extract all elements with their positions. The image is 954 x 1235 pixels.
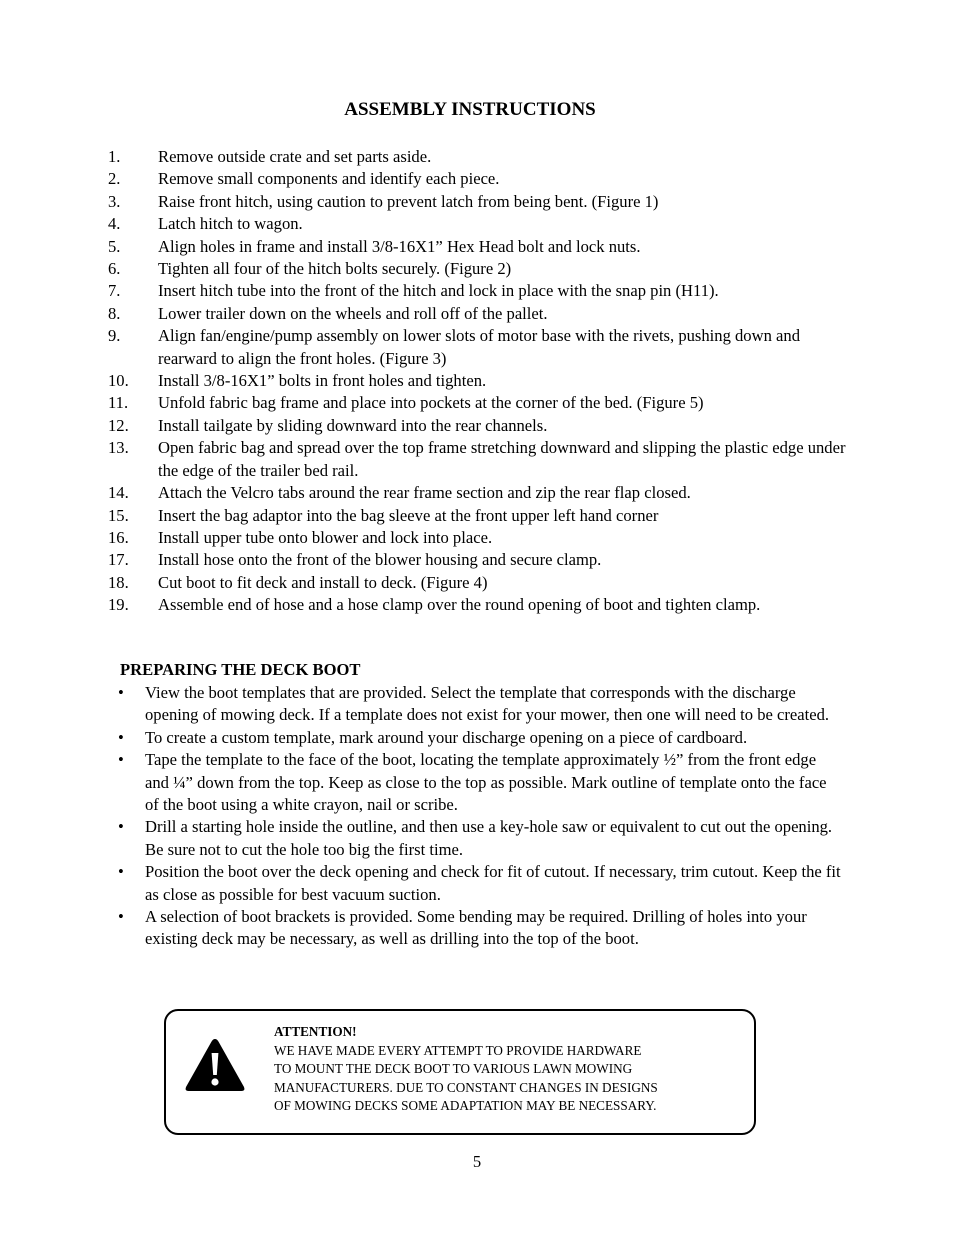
bullet-text: Drill a starting hole inside the outline, and then use a key-hole saw or equivalent to cut out the opening. Be sure not to cut the hole too big the first time. (145, 817, 833, 859)
step-text: Insert the bag adaptor into the bag sleeve at the front upper left hand corner (158, 505, 659, 525)
attention-line: TO MOUNT THE DECK BOOT TO VARIOUS LAWN MOWING (274, 1061, 633, 1077)
step-text: Raise front hitch, using caution to prevent latch from being bent. (Figure 1) (158, 191, 659, 211)
step-text: Latch hitch to wagon. (158, 214, 303, 234)
step-text: Install upper tube onto blower and lock into place. (158, 527, 493, 547)
bullet-icon: • (118, 683, 124, 702)
bullet-item (118, 816, 843, 861)
step-number: 13. (108, 438, 129, 458)
step-text: Unfold fabric bag frame and place into pockets at the corner of the bed. (Figure 5) (158, 393, 704, 413)
step-number: 9. (108, 326, 121, 346)
step-text: Lower trailer down on the wheels and roll off of the pallet. (158, 303, 548, 323)
bullet-item (118, 749, 843, 816)
bullet-text: Tape the template to the face of the boot, locating the template approximately ½” from the front edge and ¼” down from the top. Keep as close to the top as possible. Mark outline of template onto the face of the boot using a white crayon, nail or scribe. (145, 750, 827, 815)
step-text: Install 3/8-16X1” bolts in front holes and tighten. (158, 371, 487, 391)
step-number: 1. (108, 147, 121, 166)
step-text: Tighten all four of the hitch bolts securely. (Figure 2) (158, 259, 512, 279)
step-number: 18. (108, 572, 129, 592)
bullet-icon: • (118, 862, 124, 882)
bullet-icon: • (118, 907, 124, 927)
step-item (108, 191, 848, 213)
step-number: 12. (108, 415, 129, 435)
step-item (108, 572, 848, 594)
assembly-steps-list (108, 146, 848, 617)
step-number: 2. (108, 169, 121, 189)
step-number: 16. (108, 527, 129, 547)
step-item (108, 146, 848, 168)
step-text: Attach the Velcro tabs around the rear frame section and zip the rear flap closed. (158, 483, 691, 503)
step-text: Cut boot to fit deck and install to deck. (Figure 4) (158, 572, 488, 592)
attention-line: MANUFACTURERS. DUE TO CONSTANT CHANGES IN DESIGNS (274, 1079, 658, 1095)
attention-text-block (274, 1023, 744, 1116)
step-item (108, 258, 848, 280)
step-number: 7. (108, 281, 121, 301)
bullet-item (118, 682, 843, 727)
step-number: 19. (108, 595, 129, 615)
step-number: 15. (108, 505, 129, 525)
step-number: 4. (108, 214, 121, 234)
step-item (108, 392, 848, 414)
step-number: 11. (108, 393, 129, 413)
bullet-icon: • (118, 750, 124, 770)
step-number: 8. (108, 303, 121, 323)
step-item (108, 280, 848, 302)
attention-line: WE HAVE MADE EVERY ATTEMPT TO PROVIDE HARDWARE (274, 1042, 642, 1058)
step-number: 3. (108, 191, 121, 211)
step-item (108, 505, 848, 527)
step-text: Install hose onto the front of the blower housing and secure clamp. (158, 550, 602, 570)
step-number: 14. (108, 483, 129, 503)
bullet-text: To create a custom template, mark around your discharge opening on a piece of cardboard. (145, 727, 748, 747)
bullet-icon: • (118, 817, 124, 837)
step-item (108, 549, 848, 571)
bullet-item (118, 861, 843, 906)
deck-boot-heading: PREPARING THE DECK BOOT (120, 660, 361, 679)
step-text: Align holes in frame and install 3/8-16X1” Hex Head bolt and lock nuts. (158, 236, 641, 256)
step-item (108, 370, 848, 392)
page-title: ASSEMBLY INSTRUCTIONS (344, 99, 596, 120)
step-text: Insert hitch tube into the front of the hitch and lock in place with the snap pin (H11). (158, 281, 719, 301)
deck-boot-bullet-list (118, 682, 843, 951)
step-item (108, 594, 848, 616)
step-number: 5. (108, 236, 121, 256)
step-item (108, 437, 848, 482)
page-number: 5 (472, 1152, 482, 1171)
step-text: Open fabric bag and spread over the top frame stretching downward and slipping the plastic edge under the edge of the trailer bed rail. (158, 438, 846, 480)
bullet-text: Position the boot over the deck opening and check for fit of cutout. If necessary, trim cutout. Keep the fit as close as possible for best vacuum suction. (145, 862, 841, 904)
step-number: 17. (108, 550, 129, 570)
step-text: Remove small components and identify each piece. (158, 169, 500, 189)
step-item (108, 303, 848, 325)
bullet-text: A selection of boot brackets is provided. Some bending may be required. Drilling of holes into your existing deck may be necessary, as well as drilling into the top of the boot. (145, 907, 807, 949)
step-text: Remove outside crate and set parts aside. (158, 147, 432, 166)
bullet-item (118, 906, 843, 951)
step-item (108, 213, 848, 235)
bullet-item (118, 727, 843, 749)
bullet-text: View the boot templates that are provided. Select the template that corresponds with the discharge opening of mowing deck. If a template does not exist for your mower, then one will need to be created. (145, 683, 830, 725)
step-item (108, 325, 848, 370)
step-number: 6. (108, 259, 121, 279)
step-item (108, 415, 848, 437)
step-text: Align fan/engine/pump assembly on lower slots of motor base with the rivets, pushing down and rearward to align the front holes. (Figure 3) (158, 326, 800, 368)
step-text: Assemble end of hose and a hose clamp over the round opening of boot and tighten clamp. (158, 595, 761, 615)
attention-line: OF MOWING DECKS SOME ADAPTATION MAY BE NECESSARY. (274, 1098, 657, 1114)
bullet-icon: • (118, 727, 124, 747)
step-item (108, 168, 848, 190)
step-item (108, 527, 848, 549)
step-item (108, 236, 848, 258)
step-text: Install tailgate by sliding downward into the rear channels. (158, 415, 548, 435)
attention-title: ATTENTION! (274, 1024, 357, 1039)
step-item (108, 482, 848, 504)
step-number: 10. (108, 371, 129, 391)
warning-triangle-icon (184, 1037, 246, 1093)
attention-notice-box (164, 1009, 756, 1135)
